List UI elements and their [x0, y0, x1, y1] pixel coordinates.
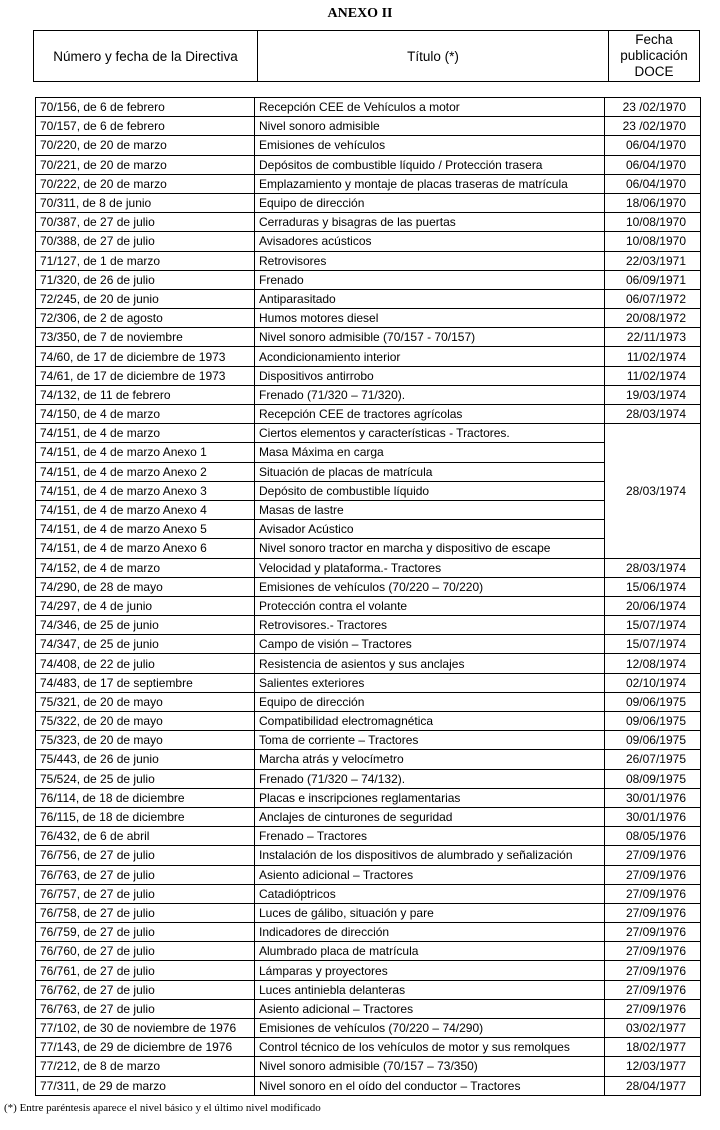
- date-cell: 06/04/1970: [605, 174, 701, 193]
- table-row: [36, 616, 701, 635]
- directive-cell: 75/323, de 20 de mayo: [36, 731, 255, 750]
- table-row: [36, 309, 701, 328]
- table-row: [36, 1057, 701, 1076]
- title-cell: Indicadores de dirección: [255, 923, 605, 942]
- table-row: [36, 136, 701, 155]
- directive-cell: 74/347, de 25 de junio: [36, 635, 255, 654]
- directive-cell: 74/60, de 17 de diciembre de 1973: [36, 347, 255, 366]
- directive-cell: 76/763, de 27 de julio: [36, 999, 255, 1018]
- title-cell: Antiparasitado: [255, 289, 605, 308]
- table-row: [36, 673, 701, 692]
- title-cell: Emplazamiento y montaje de placas traseras de matrícula: [255, 174, 605, 193]
- table-row: [36, 174, 701, 193]
- table-row: [36, 999, 701, 1018]
- table-row: [36, 155, 701, 174]
- title-cell: Nivel sonoro admisible (70/157 – 73/350): [255, 1057, 605, 1076]
- date-cell: 18/06/1970: [605, 193, 701, 212]
- title-cell: Emisiones de vehículos: [255, 136, 605, 155]
- date-cell: 23 /02/1970: [605, 117, 701, 136]
- directive-cell: 75/443, de 26 de junio: [36, 750, 255, 769]
- title-cell: Compatibilidad electromagnética: [255, 712, 605, 731]
- title-cell: Nivel sonoro admisible: [255, 117, 605, 136]
- title-cell: Resistencia de asientos y sus anclajes: [255, 654, 605, 673]
- table-row: [36, 635, 701, 654]
- header-date-line1: Fecha: [635, 32, 673, 47]
- date-cell: 20/06/1974: [605, 596, 701, 615]
- date-cell: 27/09/1976: [605, 980, 701, 999]
- directive-cell: 75/321, de 20 de mayo: [36, 692, 255, 711]
- title-cell: Toma de corriente – Tractores: [255, 731, 605, 750]
- table-row: [36, 596, 701, 615]
- directive-cell: 76/759, de 27 de julio: [36, 923, 255, 942]
- title-cell: Recepción CEE de Vehículos a motor: [255, 98, 605, 117]
- title-cell: Equipo de dirección: [255, 692, 605, 711]
- table-row: [36, 193, 701, 212]
- date-cell: 28/03/1974: [605, 424, 701, 558]
- table-row: [36, 942, 701, 961]
- directive-cell: 72/245, de 20 de junio: [36, 289, 255, 308]
- title-cell: Asiento adicional – Tractores: [255, 865, 605, 884]
- table-row: [36, 1038, 701, 1057]
- directive-cell: 76/762, de 27 de julio: [36, 980, 255, 999]
- date-cell: 02/10/1974: [605, 673, 701, 692]
- directive-cell: 70/387, de 27 de julio: [36, 213, 255, 232]
- directive-cell: 70/156, de 6 de febrero: [36, 98, 255, 117]
- date-cell: 30/01/1976: [605, 788, 701, 807]
- date-cell: 09/06/1975: [605, 692, 701, 711]
- directive-cell: 70/222, de 20 de marzo: [36, 174, 255, 193]
- date-cell: 10/08/1970: [605, 213, 701, 232]
- page-title: ANEXO II: [327, 6, 393, 21]
- title-cell: Emisiones de vehículos (70/220 – 70/220): [255, 577, 605, 596]
- date-cell: 06/04/1970: [605, 155, 701, 174]
- table-row: [36, 923, 701, 942]
- directive-cell: 70/220, de 20 de marzo: [36, 136, 255, 155]
- title-cell: Campo de visión – Tractores: [255, 635, 605, 654]
- footnote: (*) Entre paréntesis aparece el nivel básico y el último nivel modificado: [4, 1102, 321, 1114]
- table-row: [36, 577, 701, 596]
- title-cell: Retrovisores: [255, 251, 605, 270]
- directive-cell: 74/151, de 4 de marzo Anexo 2: [36, 462, 255, 481]
- table-row: [36, 558, 701, 577]
- table-row: [36, 692, 701, 711]
- header-date-line3: DOCE: [634, 64, 674, 79]
- directive-cell: 76/756, de 27 de julio: [36, 846, 255, 865]
- table-row: [36, 251, 701, 270]
- directive-cell: 74/151, de 4 de marzo Anexo 4: [36, 500, 255, 519]
- date-cell: 26/07/1975: [605, 750, 701, 769]
- title-cell: Catadióptricos: [255, 884, 605, 903]
- table-row: [36, 731, 701, 750]
- table-row: [36, 769, 701, 788]
- date-cell: 27/09/1976: [605, 923, 701, 942]
- directive-cell: 76/115, de 18 de diciembre: [36, 807, 255, 826]
- directive-cell: 77/311, de 29 de marzo: [36, 1076, 255, 1095]
- table-row: [36, 213, 701, 232]
- directive-cell: 76/757, de 27 de julio: [36, 884, 255, 903]
- title-cell: Dispositivos antirrobo: [255, 366, 605, 385]
- table-row: [36, 903, 701, 922]
- directive-cell: 77/212, de 8 de marzo: [36, 1057, 255, 1076]
- directive-cell: 75/524, de 25 de julio: [36, 769, 255, 788]
- directive-cell: 74/483, de 17 de septiembre: [36, 673, 255, 692]
- table-row: [36, 117, 701, 136]
- table-row: [36, 827, 701, 846]
- directive-cell: 70/311, de 8 de junio: [36, 193, 255, 212]
- table-row: [36, 654, 701, 673]
- title-cell: Salientes exteriores: [255, 673, 605, 692]
- title-cell: Recepción CEE de tractores agrícolas: [255, 405, 605, 424]
- header-title: Título (*): [258, 31, 609, 81]
- directive-cell: 70/221, de 20 de marzo: [36, 155, 255, 174]
- date-cell: 11/02/1974: [605, 366, 701, 385]
- directive-cell: 74/150, de 4 de marzo: [36, 405, 255, 424]
- date-cell: 28/03/1974: [605, 405, 701, 424]
- directive-cell: 74/132, de 11 de febrero: [36, 385, 255, 404]
- title-cell: Masas de lastre: [255, 500, 605, 519]
- date-cell: 19/03/1974: [605, 385, 701, 404]
- table-row: [36, 405, 701, 424]
- date-cell: 06/07/1972: [605, 289, 701, 308]
- title-cell: Nivel sonoro admisible (70/157 - 70/157): [255, 328, 605, 347]
- date-cell: 27/09/1976: [605, 999, 701, 1018]
- directive-cell: 74/151, de 4 de marzo: [36, 424, 255, 443]
- date-cell: 06/09/1971: [605, 270, 701, 289]
- title-cell: Humos motores diesel: [255, 309, 605, 328]
- directive-cell: 76/761, de 27 de julio: [36, 961, 255, 980]
- title-cell: Nivel sonoro tractor en marcha y dispositivo de escape: [255, 539, 605, 558]
- title-cell: Anclajes de cinturones de seguridad: [255, 807, 605, 826]
- date-cell: 15/07/1974: [605, 616, 701, 635]
- table-row: [36, 750, 701, 769]
- directive-cell: 77/102, de 30 de noviembre de 1976: [36, 1019, 255, 1038]
- directive-cell: 74/151, de 4 de marzo Anexo 3: [36, 481, 255, 500]
- directive-cell: 71/127, de 1 de marzo: [36, 251, 255, 270]
- date-cell: 28/03/1974: [605, 558, 701, 577]
- header-directive: Número y fecha de la Directiva: [34, 31, 258, 81]
- directive-cell: 71/320, de 26 de julio: [36, 270, 255, 289]
- title-cell: Retrovisores.- Tractores: [255, 616, 605, 635]
- title-cell: Frenado (71/320 – 74/132).: [255, 769, 605, 788]
- table-row: [36, 961, 701, 980]
- directive-cell: 72/306, de 2 de agosto: [36, 309, 255, 328]
- date-cell: 15/06/1974: [605, 577, 701, 596]
- title-cell: Avisadores acústicos: [255, 232, 605, 251]
- table-row: [36, 500, 701, 519]
- title-cell: Luces de gálibo, situación y pare: [255, 903, 605, 922]
- date-cell: 27/09/1976: [605, 942, 701, 961]
- header-date-line2: publicación: [620, 48, 688, 63]
- directive-cell: 74/151, de 4 de marzo Anexo 1: [36, 443, 255, 462]
- table-row: [36, 232, 701, 251]
- date-cell: 28/04/1977: [605, 1076, 701, 1095]
- directive-cell: 74/346, de 25 de junio: [36, 616, 255, 635]
- title-cell: Frenado – Tractores: [255, 827, 605, 846]
- directive-cell: 76/760, de 27 de julio: [36, 942, 255, 961]
- directive-cell: 70/157, de 6 de febrero: [36, 117, 255, 136]
- title-cell: Ciertos elementos y características - Tractores.: [255, 424, 605, 443]
- table-header: [33, 30, 700, 82]
- title-cell: Marcha atrás y velocímetro: [255, 750, 605, 769]
- date-cell: 12/08/1974: [605, 654, 701, 673]
- table-row: [36, 1019, 701, 1038]
- title-cell: Protección contra el volante: [255, 596, 605, 615]
- title-cell: Avisador Acústico: [255, 520, 605, 539]
- title-cell: Cerraduras y bisagras de las puertas: [255, 213, 605, 232]
- date-cell: 09/06/1975: [605, 712, 701, 731]
- table-row: [36, 884, 701, 903]
- date-cell: 27/09/1976: [605, 961, 701, 980]
- table-row: [36, 270, 701, 289]
- date-cell: 09/06/1975: [605, 731, 701, 750]
- date-cell: 11/02/1974: [605, 347, 701, 366]
- table-row: [36, 481, 701, 500]
- date-cell: 08/09/1975: [605, 769, 701, 788]
- table-row: [36, 462, 701, 481]
- title-cell: Alumbrado placa de matrícula: [255, 942, 605, 961]
- date-cell: 03/02/1977: [605, 1019, 701, 1038]
- title-cell: Placas e inscripciones reglamentarias: [255, 788, 605, 807]
- date-cell: 10/08/1970: [605, 232, 701, 251]
- table-row: [36, 980, 701, 999]
- directive-cell: 74/61, de 17 de diciembre de 1973: [36, 366, 255, 385]
- directive-cell: 76/114, de 18 de diciembre: [36, 788, 255, 807]
- directives-table: [35, 97, 701, 1096]
- title-cell: Equipo de dirección: [255, 193, 605, 212]
- directive-cell: 76/432, de 6 de abril: [36, 827, 255, 846]
- date-cell: 08/05/1976: [605, 827, 701, 846]
- date-cell: 27/09/1976: [605, 865, 701, 884]
- title-cell: Frenado: [255, 270, 605, 289]
- table-row: [36, 539, 701, 558]
- date-cell: 18/02/1977: [605, 1038, 701, 1057]
- header-date: [609, 31, 699, 81]
- title-cell: Emisiones de vehículos (70/220 – 74/290): [255, 1019, 605, 1038]
- date-cell: 06/04/1970: [605, 136, 701, 155]
- date-cell: 22/11/1973: [605, 328, 701, 347]
- date-cell: 27/09/1976: [605, 903, 701, 922]
- date-cell: 22/03/1971: [605, 251, 701, 270]
- directive-cell: 75/322, de 20 de mayo: [36, 712, 255, 731]
- title-cell: Instalación de los dispositivos de alumbrado y señalización: [255, 846, 605, 865]
- directive-cell: 74/290, de 28 de mayo: [36, 577, 255, 596]
- date-cell: 15/07/1974: [605, 635, 701, 654]
- table-row: [36, 712, 701, 731]
- date-cell: 12/03/1977: [605, 1057, 701, 1076]
- table-row: [36, 1076, 701, 1095]
- title-cell: Luces antiniebla delanteras: [255, 980, 605, 999]
- title-cell: Frenado (71/320 – 71/320).: [255, 385, 605, 404]
- title-cell: Velocidad y plataforma.- Tractores: [255, 558, 605, 577]
- table-row: [36, 289, 701, 308]
- date-cell: 20/08/1972: [605, 309, 701, 328]
- directive-cell: 76/763, de 27 de julio: [36, 865, 255, 884]
- title-cell: Acondicionamiento interior: [255, 347, 605, 366]
- date-cell: 30/01/1976: [605, 807, 701, 826]
- directive-cell: 74/408, de 22 de julio: [36, 654, 255, 673]
- title-cell: Asiento adicional – Tractores: [255, 999, 605, 1018]
- title-cell: Lámparas y proyectores: [255, 961, 605, 980]
- title-cell: Situación de placas de matrícula: [255, 462, 605, 481]
- table-row: [36, 347, 701, 366]
- title-cell: Nivel sonoro en el oído del conductor – Tractores: [255, 1076, 605, 1095]
- table-row: [36, 385, 701, 404]
- directive-cell: 74/151, de 4 de marzo Anexo 5: [36, 520, 255, 539]
- directive-cell: 70/388, de 27 de julio: [36, 232, 255, 251]
- date-cell: 23 /02/1970: [605, 98, 701, 117]
- date-cell: 27/09/1976: [605, 846, 701, 865]
- directive-cell: 77/143, de 29 de diciembre de 1976: [36, 1038, 255, 1057]
- directive-cell: 76/758, de 27 de julio: [36, 903, 255, 922]
- table-row: [36, 865, 701, 884]
- table-row: [36, 788, 701, 807]
- directive-cell: 74/297, de 4 de junio: [36, 596, 255, 615]
- table-row: [36, 443, 701, 462]
- table-row: [36, 424, 701, 443]
- table-row: [36, 846, 701, 865]
- directive-cell: 74/152, de 4 de marzo: [36, 558, 255, 577]
- title-cell: Control técnico de los vehículos de motor y sus remolques: [255, 1038, 605, 1057]
- title-cell: Depósitos de combustible líquido / Protección trasera: [255, 155, 605, 174]
- date-cell: 27/09/1976: [605, 884, 701, 903]
- directive-cell: 74/151, de 4 de marzo Anexo 6: [36, 539, 255, 558]
- table-row: [36, 328, 701, 347]
- title-cell: Masa Máxima en carga: [255, 443, 605, 462]
- directive-cell: 73/350, de 7 de noviembre: [36, 328, 255, 347]
- table-row: [36, 807, 701, 826]
- table-row: [36, 366, 701, 385]
- table-row: [36, 98, 701, 117]
- title-cell: Depósito de combustible líquido: [255, 481, 605, 500]
- table-row: [36, 520, 701, 539]
